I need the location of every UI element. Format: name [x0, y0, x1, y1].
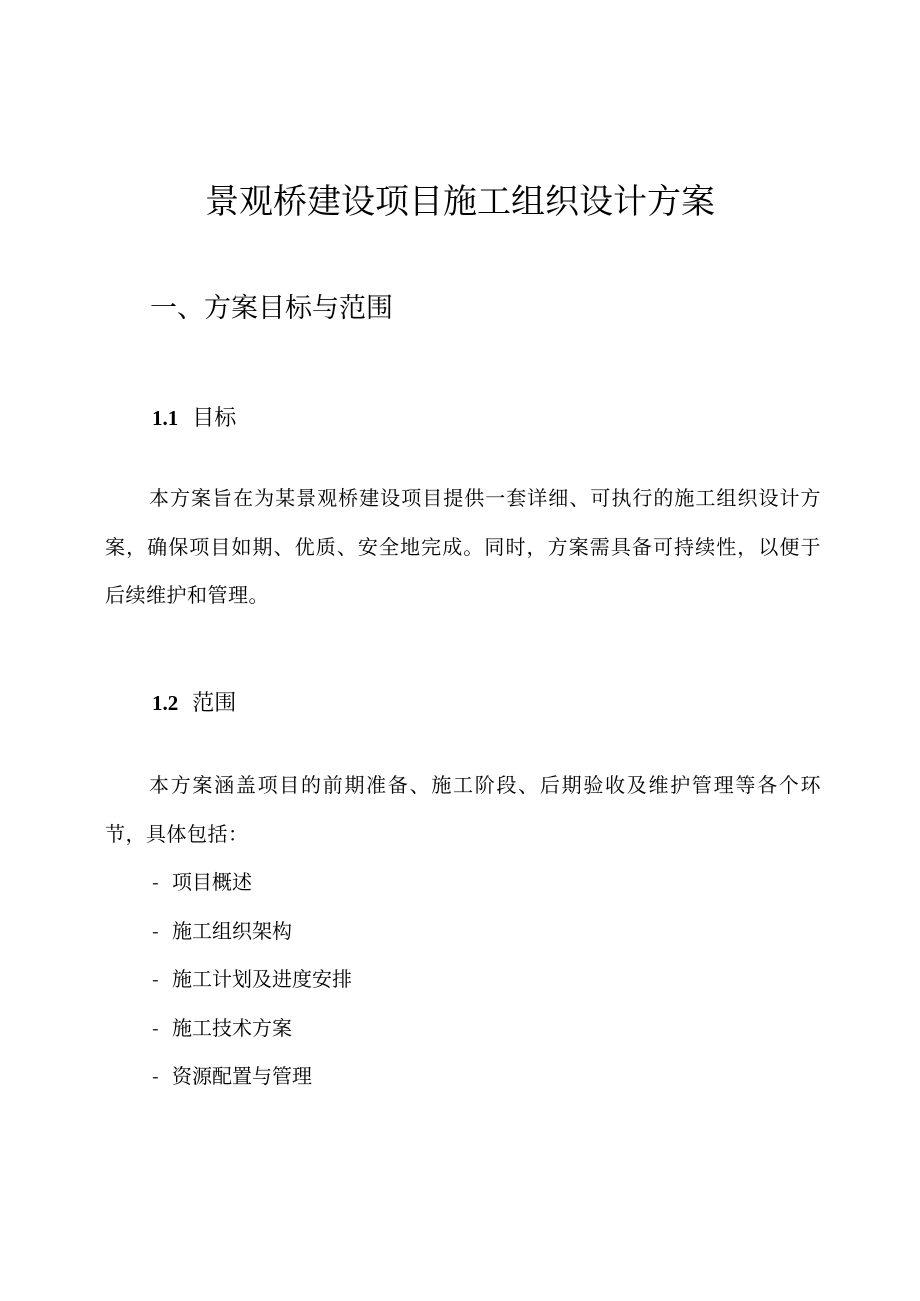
list-item-text: 项目概述 [172, 870, 252, 894]
subsection-number: 1.2 [152, 691, 179, 715]
list-dash: - [152, 1064, 159, 1088]
list-item-text: 施工技术方案 [172, 1015, 292, 1040]
goal-paragraph: 本方案旨在为某景观桥建设项目提供一套详细、可执行的施工组织设计方案，确保项目如期、优质、安全地完成。同时，方案需具备可持续性，以便于后续维护和管理。 [105, 486, 821, 607]
list-item [152, 955, 352, 1004]
section-heading: 一、方案目标与范围 [150, 293, 393, 324]
list-item [152, 1052, 352, 1101]
subsection-title: 目标 [192, 406, 237, 431]
list-item [152, 1004, 352, 1053]
list-dash: - [152, 967, 159, 991]
list-item-text: 施工组织架构 [172, 918, 292, 943]
list-item-text: 资源配置与管理 [172, 1064, 312, 1088]
list-item [152, 907, 352, 956]
document-title: 景观桥建设项目施工组织设计方案 [205, 182, 715, 222]
list-item-text: 施工计划及进度安排 [172, 967, 352, 991]
subsection-heading-goal [152, 402, 236, 435]
list-dash: - [152, 870, 159, 894]
scope-list [152, 858, 352, 1101]
scope-paragraph: 本方案涵盖项目的前期准备、施工阶段、后期验收及维护管理等各个环节，具体包括： [105, 773, 821, 846]
list-item [152, 858, 352, 907]
list-dash: - [152, 918, 159, 943]
subsection-number: 1.1 [152, 406, 179, 430]
subsection-title: 范围 [192, 691, 237, 716]
subsection-heading-scope [152, 687, 236, 720]
list-dash: - [152, 1015, 159, 1040]
